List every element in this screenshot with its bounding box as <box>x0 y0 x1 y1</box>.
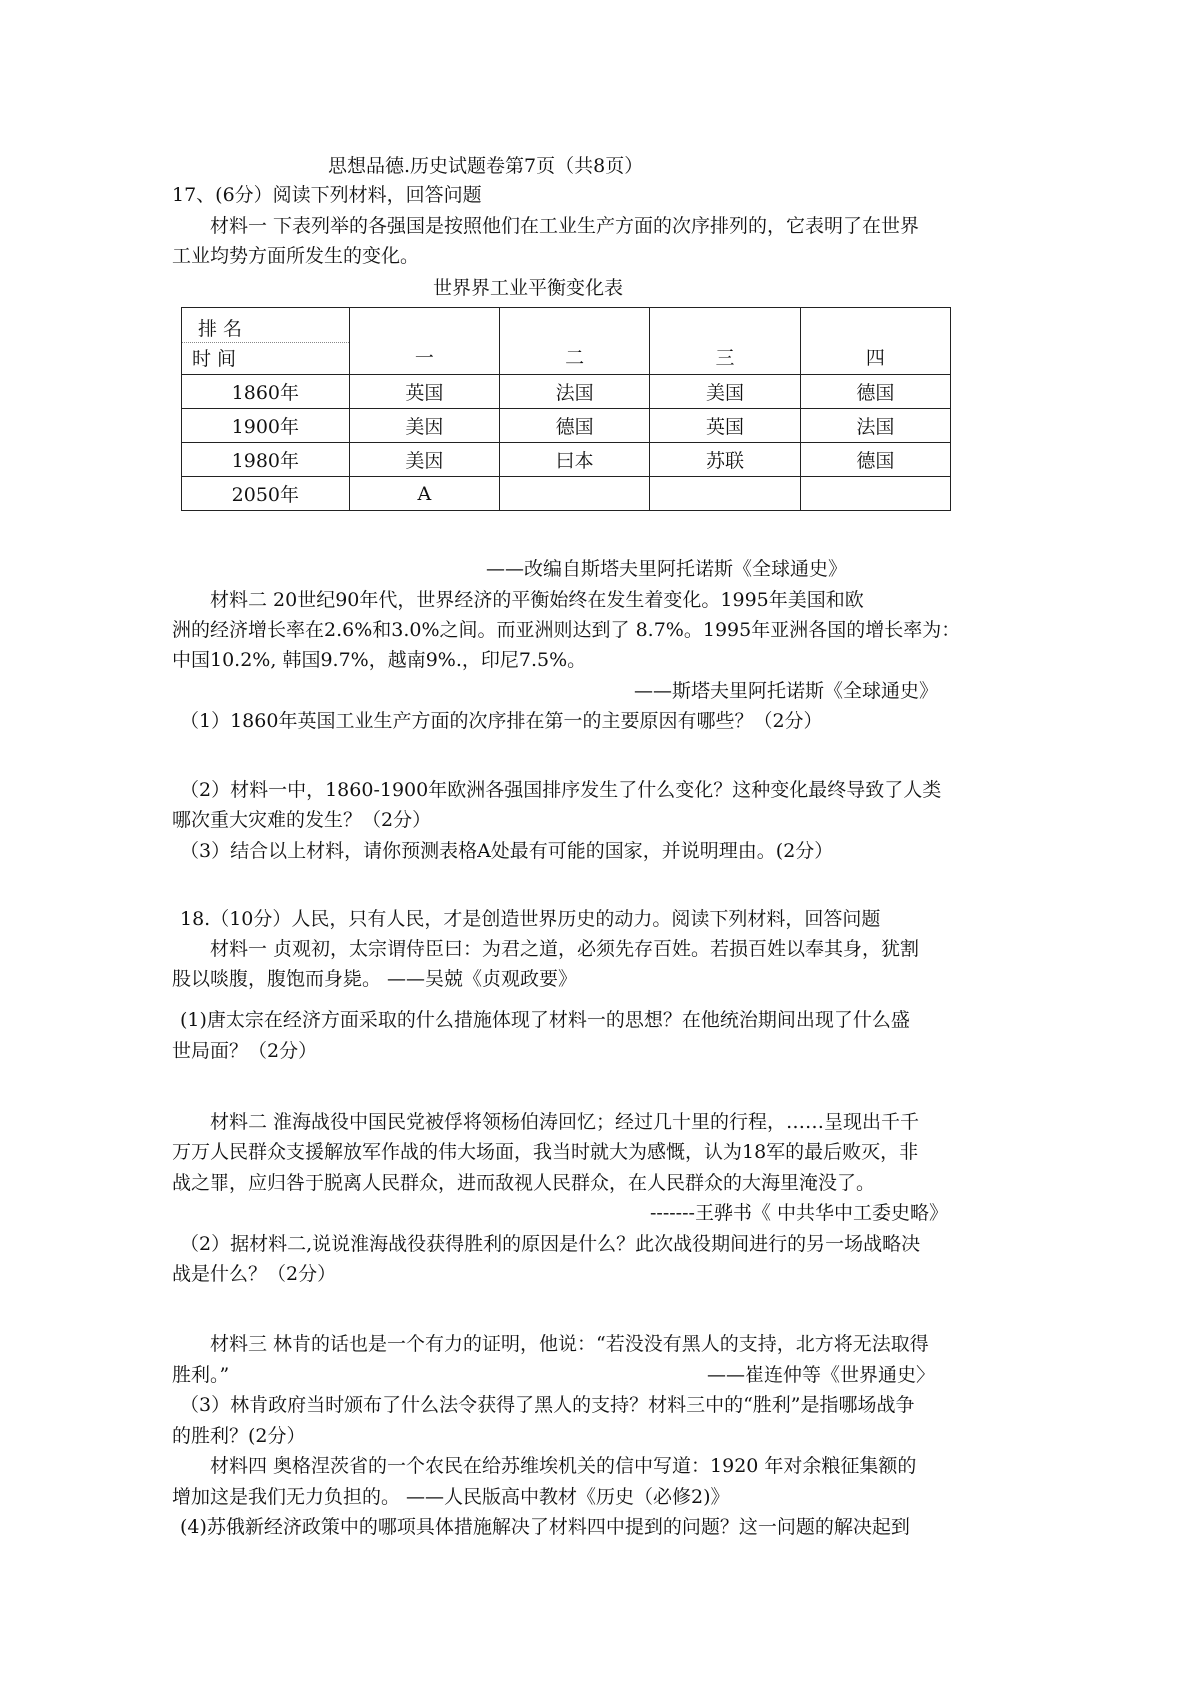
year-cell: 1980年 <box>182 443 350 477</box>
q17-material2-line3: 中国10.2%, 韩国9.7%，越南9%.，印尼7.5%。 <box>172 649 587 671</box>
q18-question1-line2: 世局面？（2分） <box>172 1040 318 1062</box>
q18-material4-line1: 材料四 奥格涅茨省的一个农民在给苏维埃机关的信中写道：1920 年对余粮征集额的 <box>210 1455 917 1477</box>
table-cell: 英国 <box>650 409 800 443</box>
q17-material2-line1: 材料二 20世纪90年代，世界经济的平衡始终在发生着变化。1995年美国和欧 <box>210 589 864 611</box>
q18-material2-line3: 战之罪，应归咎于脱离人民群众，进而敌视人民群众，在人民群众的大海里淹没了。 <box>172 1172 876 1194</box>
table-cell: A <box>349 477 499 511</box>
q18-material3-source: ——崔连仲等《世界通史〉 <box>707 1364 936 1386</box>
table-row <box>182 409 951 443</box>
col-header: 一 <box>349 308 499 375</box>
industry-ranking-table <box>181 307 951 511</box>
q18-question2-line2: 战是什么？（2分） <box>172 1263 337 1285</box>
table-row <box>182 477 951 511</box>
table-cell: 美国 <box>650 375 800 409</box>
col-header: 三 <box>650 308 800 375</box>
q17-material1-source: ——改编自斯塔夫里阿托诺斯《全球通史》 <box>486 558 848 580</box>
q18-material3-line2: 胜利。” <box>172 1364 230 1386</box>
table-row <box>182 443 951 477</box>
corner-time-label: 时 间 <box>192 348 237 370</box>
table-caption: 世界界工业平衡变化表 <box>433 277 624 299</box>
q18-material1-line1: 材料一 贞观初，太宗谓侍臣曰：为君之道，必须先存百姓。若损百姓以奉其身，犹割 <box>210 938 920 960</box>
q18-question1-line1: (1)唐太宗在经济方面采取的什么措施体现了材料一的思想？在他统治期间出现了什么盛 <box>180 1009 910 1031</box>
table-cell: 美因 <box>349 443 499 477</box>
col-header: 四 <box>800 308 950 375</box>
table-cell: 法国 <box>800 409 950 443</box>
table-cell: 德国 <box>500 409 650 443</box>
q17-title: 17、(6分）阅读下列材料，回答问题 <box>172 184 482 206</box>
table-corner-cell <box>182 308 350 375</box>
q18-question3-line2: 的胜利？(2分） <box>172 1425 306 1447</box>
q18-material1-line2: 股以啖腹，腹饱而身毙。 ——吴兢《贞观政要》 <box>172 968 578 990</box>
table-cell: 法国 <box>500 375 650 409</box>
corner-rank-label: 排 名 <box>198 318 243 340</box>
col-header: 二 <box>500 308 650 375</box>
table-cell: 英国 <box>349 375 499 409</box>
q18-question3-line1: （3）林肯政府当时颁布了什么法令获得了黑人的支持？材料三中的“胜利”是指哪场战争 <box>180 1394 915 1416</box>
table-cell <box>500 477 650 511</box>
page-header: 思想品德.历史试题卷第7页（共8页） <box>328 155 644 177</box>
year-cell: 1860年 <box>182 375 350 409</box>
q18-material2-line2: 万万人民群众支援解放军作战的伟大场面，我当时就大为感慨，认为18军的最后败灭，非 <box>172 1141 919 1163</box>
q18-question4-line1: (4)苏俄新经济政策中的哪项具体措施解决了材料四中提到的问题？这一问题的解决起到 <box>180 1516 910 1538</box>
q18-material2-source: -------王骅书《 中共华中工委史略》 <box>650 1202 948 1224</box>
table-cell <box>650 477 800 511</box>
q17-material1-line1: 材料一 下表列举的各强国是按照他们在工业生产方面的次序排列的，它表明了在世界 <box>210 215 920 237</box>
q17-material1-line2: 工业均势方面所发生的变化。 <box>172 245 420 267</box>
q17-material2-line2: 洲的经济增长率在2.6%和3.0%之间。而亚洲则达到了 8.7%。1995年亚洲各国的增长率为： <box>172 619 961 641</box>
q18-material4-line2: 增加这是我们无力负担的。 ——人民版高中教材《历史（必修2)》 <box>172 1486 730 1508</box>
table-cell: 苏联 <box>650 443 800 477</box>
q18-title: 18.（10分）人民，只有人民，才是创造世界历史的动力。阅读下列材料，回答问题 <box>180 908 881 930</box>
q17-question1: （1）1860年英国工业生产方面的次序排在第一的主要原因有哪些？（2分） <box>180 710 823 732</box>
table-row <box>182 375 951 409</box>
q18-question2-line1: （2）据材料二,说说淮海战役获得胜利的原因是什么？此次战役期间进行的另一场战略决 <box>180 1233 921 1255</box>
q17-question2-line2: 哪次重大灾难的发生？（2分） <box>172 809 432 831</box>
q18-material2-line1: 材料二 淮海战役中国民党被俘将领杨伯涛回忆；经过几十里的行程，……呈现出千千 <box>210 1111 920 1133</box>
year-cell: 1900年 <box>182 409 350 443</box>
q17-material2-source: ——斯塔夫里阿托诺斯《全球通史》 <box>634 680 939 702</box>
q17-question2-line1: （2）材料一中，1860-1900年欧洲各强国排序发生了什么变化？这种变化最终导致了人类 <box>180 779 942 801</box>
table-header-row <box>182 308 951 375</box>
table-cell: 曰本 <box>500 443 650 477</box>
year-cell: 2050年 <box>182 477 350 511</box>
table-cell: 德国 <box>800 443 950 477</box>
table-cell: 美因 <box>349 409 499 443</box>
q17-question3: （3）结合以上材料，请你预测表格A处最有可能的国家，并说明理由。(2分） <box>180 840 834 862</box>
q18-material3-line1: 材料三 林肯的话也是一个有力的证明，他说：“若没没有黑人的支持，北方将无法取得 <box>210 1333 929 1355</box>
table-cell: 德国 <box>800 375 950 409</box>
table-cell <box>800 477 950 511</box>
